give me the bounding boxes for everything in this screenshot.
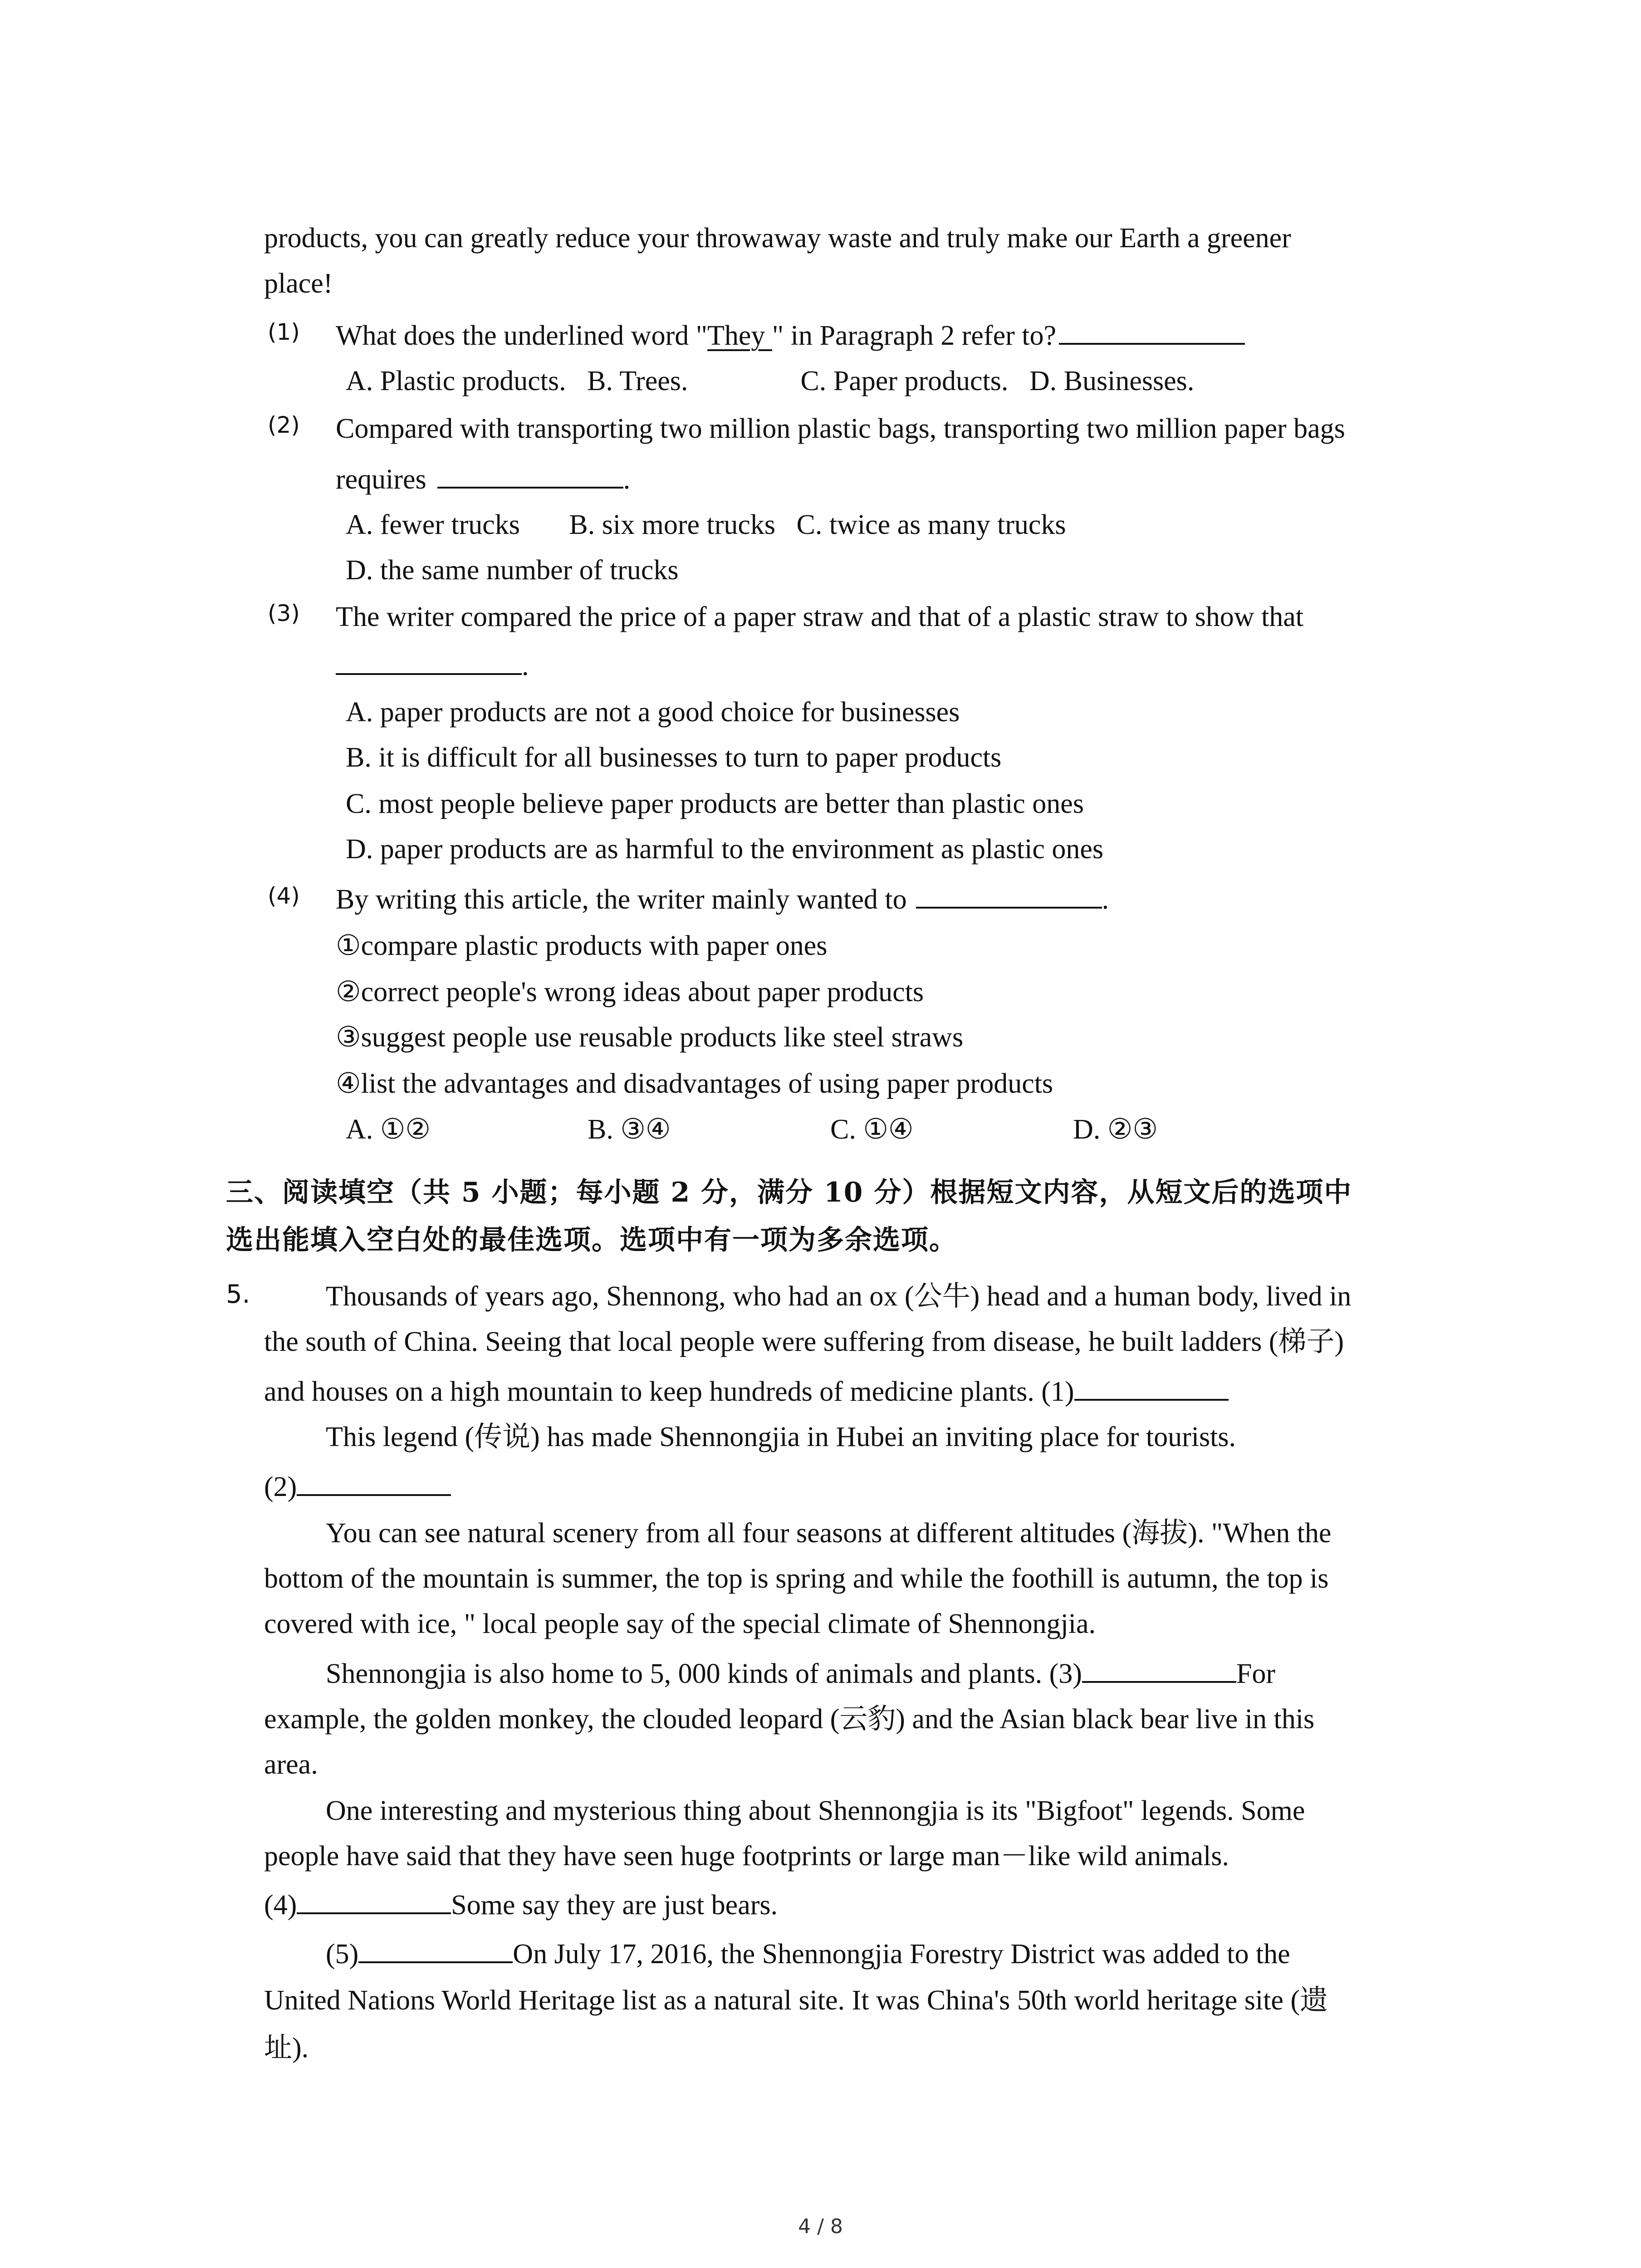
- answer-blank: [916, 881, 1102, 909]
- question-2-options-2: D. the same number of trucks: [346, 555, 679, 586]
- passage-p6-line-1-text: On July 17, 2016, the Shennongjia Forestry District was added to the: [513, 1939, 1290, 1970]
- question-4-item-2: ②correct people's wrong ideas about paper products: [336, 977, 924, 1007]
- answer-blank-4: [297, 1887, 451, 1914]
- question-1-number: (1): [268, 319, 300, 345]
- passage-p6-line-1: [326, 1936, 1290, 1973]
- question-4-stem-text: By writing this article, the writer mainly wanted to: [336, 884, 907, 915]
- question-1-stem-start: What does the underlined word ": [336, 320, 708, 351]
- passage-p3-line-2: bottom of the mountain is summer, the top is spring and while the foothill is autumn, the top is: [264, 1563, 1329, 1594]
- intro-line-1: products, you can greatly reduce your throwaway waste and truly make our Earth a greener: [264, 223, 1291, 254]
- passage-p6-line-3: 址).: [264, 2033, 309, 2063]
- passage-p1-line-3: [264, 1374, 1229, 1410]
- passage-p4-line-3: area.: [264, 1749, 318, 1780]
- passage-p4-line-2: example, the golden monkey, the clouded leopard (云豹) and the Asian black bear live in this: [264, 1704, 1315, 1735]
- question-2-stem-text: requires: [336, 464, 426, 495]
- question-3-option-c: C. most people believe paper products are better than plastic ones: [346, 788, 1084, 819]
- page-number: 4 / 8: [798, 2215, 843, 2238]
- question-4-option-a: A. ①②: [346, 1114, 431, 1145]
- passage-p1-line-1: Thousands of years ago, Shennong, who had an ox (公牛) head and a human body, lived in: [326, 1281, 1352, 1312]
- question-3-option-b: B. it is difficult for all businesses to turn to paper products: [346, 742, 1002, 773]
- answer-blank-1: [1074, 1374, 1229, 1401]
- passage-p5-line-3: [264, 1887, 778, 1924]
- question-4-option-d: D. ②③: [1073, 1114, 1158, 1145]
- passage-p1-line-3-text: and houses on a high mountain to keep hundreds of medicine plants. (1): [264, 1376, 1074, 1407]
- question-2-stem-line-1: Compared with transporting two million plastic bags, transporting two million paper bags: [336, 413, 1345, 444]
- question-1-options: A. Plastic products. B. Trees. C. Paper products. D. Businesses.: [346, 366, 1195, 396]
- question-2-stem-period: .: [623, 464, 631, 495]
- blank-4-label: (4): [264, 1890, 297, 1921]
- passage-p3-line-3: covered with ice, " local people say of the special climate of Shennongjia.: [264, 1608, 1096, 1639]
- answer-blank: [1059, 318, 1245, 345]
- answer-blank: [437, 461, 623, 489]
- question-3-option-d: D. paper products are as harmful to the environment as plastic ones: [346, 834, 1104, 865]
- question-4-item-1: ①compare plastic products with paper ones: [336, 930, 828, 961]
- question-4-option-c: C. ①④: [830, 1114, 914, 1145]
- passage-p4-line-1-end: For: [1236, 1658, 1276, 1689]
- passage-p5-line-3-text: Some say they are just bears.: [451, 1890, 778, 1921]
- passage-p4-line-1: [326, 1656, 1275, 1692]
- question-1-stem: [336, 318, 1245, 354]
- passage-p5-line-2: people have said that they have seen huge footprints or large man－like wild animals.: [264, 1841, 1229, 1872]
- passage-blank-2-line: [264, 1469, 451, 1505]
- passage-number: 5.: [226, 1280, 250, 1309]
- question-3-stem-line-1: The writer compared the price of a paper straw and that of a plastic straw to show that: [336, 601, 1304, 632]
- question-4-item-3: ③suggest people use reusable products like steel straws: [336, 1022, 964, 1053]
- answer-blank-2: [297, 1469, 451, 1496]
- answer-blank: [336, 648, 522, 675]
- question-3-stem-period: .: [522, 650, 529, 681]
- passage-p4-line-1-text: Shennongjia is also home to 5, 000 kinds of animals and plants. (3): [326, 1658, 1082, 1689]
- question-4-stem: [336, 881, 1109, 918]
- passage-p5-line-1: One interesting and mysterious thing about Shennongjia is its "Bigfoot" legends. Some: [326, 1795, 1305, 1826]
- answer-blank-5: [358, 1936, 513, 1963]
- passage-p6-line-2: United Nations World Heritage list as a natural site. It was China's 50th world heritage site (遗: [264, 1985, 1328, 2016]
- passage-p3-line-1: You can see natural scenery from all four seasons at different altitudes (海拔). "When the: [326, 1518, 1332, 1549]
- section-3-heading-line-1: 三、阅读填空（共 5 小题；每小题 2 分，满分 10 分）根据短文内容，从短文后的选项中: [226, 1177, 1352, 1208]
- question-2-stem-line-2: [336, 461, 630, 498]
- intro-line-2: place!: [264, 268, 333, 299]
- question-4-number: (4): [268, 883, 300, 909]
- blank-5-label: (5): [326, 1939, 359, 1970]
- question-4-item-4: ④list the advantages and disadvantages of using paper products: [336, 1068, 1053, 1099]
- underlined-word: They: [707, 320, 772, 351]
- answer-blank-3: [1082, 1656, 1236, 1683]
- question-3-option-a: A. paper products are not a good choice for businesses: [346, 697, 960, 728]
- passage-p2: This legend (传说) has made Shennongjia in Hubei an inviting place for tourists.: [326, 1422, 1236, 1452]
- question-4-option-b: B. ③④: [588, 1114, 671, 1145]
- question-3-number: (3): [268, 600, 300, 626]
- question-2-options-1: A. fewer trucks B. six more trucks C. twice as many trucks: [346, 509, 1066, 540]
- passage-p1-line-2: the south of China. Seeing that local people were suffering from disease, he built ladders (梯子): [264, 1326, 1344, 1357]
- question-3-stem-line-2: [336, 648, 529, 684]
- question-2-number: (2): [268, 412, 300, 438]
- question-1-stem-end: " in Paragraph 2 refer to?: [772, 320, 1057, 351]
- question-4-stem-period: .: [1102, 884, 1109, 915]
- section-3-heading-line-2: 选出能填入空白处的最佳选项。选项中有一项为多余选项。: [226, 1224, 957, 1256]
- blank-2-label: (2): [264, 1471, 297, 1502]
